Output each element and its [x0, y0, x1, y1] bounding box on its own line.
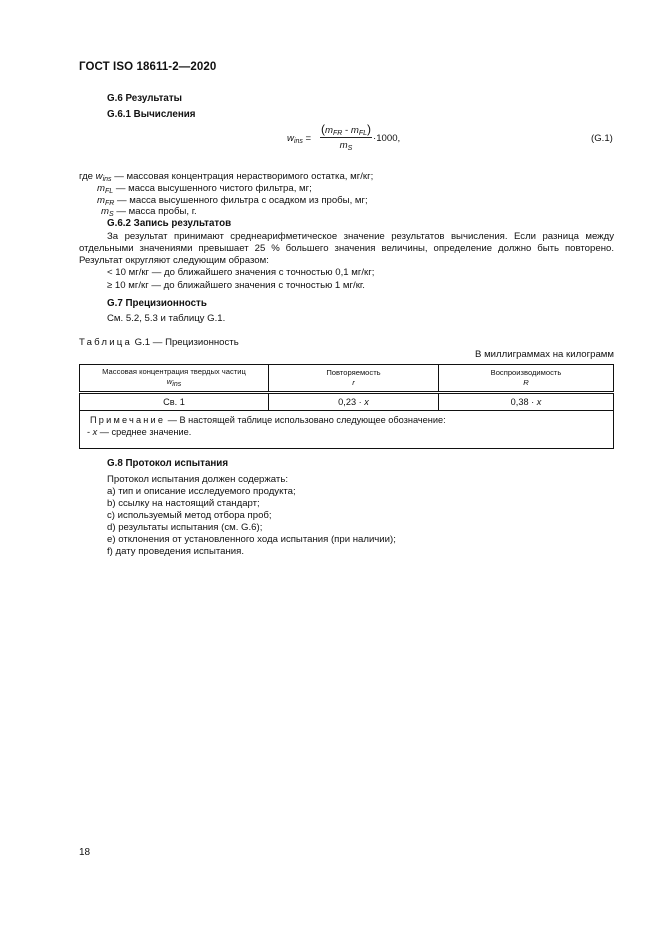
g8-item-f: f) дату проведения испытания. — [107, 546, 245, 557]
where-line-m-fr: $m_{FR}$ — масса высушенного фильтра с осадком из пробы, мг; — [97, 195, 368, 207]
g8-item-b: b) ссылку на настоящий стандарт; — [107, 498, 260, 509]
fraction-bar — [320, 137, 372, 138]
g8-item-e: e) отклонения от установленного хода испытания (при наличии); — [107, 534, 396, 545]
formula-denominator: $m_S$ — [339, 140, 353, 152]
where-line-m-fl: $m_{FL}$ — масса высушенного чистого фильтра, мг; — [97, 183, 312, 195]
where-line-w-ins: где $w_{ins}$ — массовая концентрация нерастворимого остатка, мг/кг; — [79, 171, 374, 183]
rounding-rule-2: ≥ 10 мг/кг — до ближайшего значения с точностью 1 мг/кг. — [107, 280, 365, 291]
formula-factor: ·1000, — [373, 133, 401, 144]
section-g7-title: G.7 Прецизионность — [107, 298, 207, 309]
rounding-rule-1: < 10 мг/кг — до ближайшего значения с точностью 0,1 мг/кг; — [107, 267, 375, 278]
formula-number: (G.1) — [591, 133, 613, 144]
formula-g1 — [287, 121, 447, 157]
table-header-concentration: Массовая концентрация твердых частиц $w_{ins}$ — [80, 365, 269, 393]
formula-lhs: $w_{ins}$ = — [287, 133, 312, 145]
g8-item-a: a) тип и описание исследуемого продукта; — [107, 486, 296, 497]
g8-item-d: d) результаты испытания (см. G.6); — [107, 522, 263, 533]
formula-numerator: $(m_{FR} - m_{FL})$ — [320, 122, 372, 137]
table-header-repeatability: Повторяемость r — [269, 365, 439, 393]
section-g61-title: G.6.1 Вычисления — [107, 109, 196, 120]
table-cell-reproducibility: 0,38 · x — [439, 393, 614, 410]
g8-item-c: c) используемый метод отбора проб; — [107, 510, 272, 521]
table-header-reproducibility: Воспроизводимость R — [439, 365, 614, 393]
section-g6-title: G.6 Результаты — [107, 93, 182, 104]
document-header: ГОСТ ISO 18611-2—2020 — [79, 61, 217, 73]
table-note: Примечание — В настоящей таблице использовано следующее обозначение: - x — среднее значение. — [80, 410, 614, 448]
table-cell-range: Св. 1 — [80, 393, 269, 410]
section-g62-title: G.6.2 Запись результатов — [107, 218, 232, 229]
g8-intro: Протокол испытания должен содержать: — [107, 474, 288, 485]
section-g8-title: G.8 Протокол испытания — [107, 458, 229, 469]
where-line-m-s: $m_S$ — масса пробы, г. — [101, 206, 197, 218]
precision-table — [79, 364, 614, 449]
table-units: В миллиграммах на килограмм — [475, 349, 614, 360]
page-number: 18 — [79, 847, 91, 858]
g62-paragraph: За результат принимают среднеарифметическое значение результатов вычисления. Если разница между отдельными значениями превышает 25 % большего значения величины, определение должно быть повторено. Результат округляют следующим образом: — [79, 231, 614, 266]
table-caption: Таблица G.1 — Прецизионность — [79, 337, 239, 348]
g7-text: См. 5.2, 5.3 и таблицу G.1. — [107, 313, 226, 324]
table-cell-repeatability: 0,23 · x — [269, 393, 439, 410]
